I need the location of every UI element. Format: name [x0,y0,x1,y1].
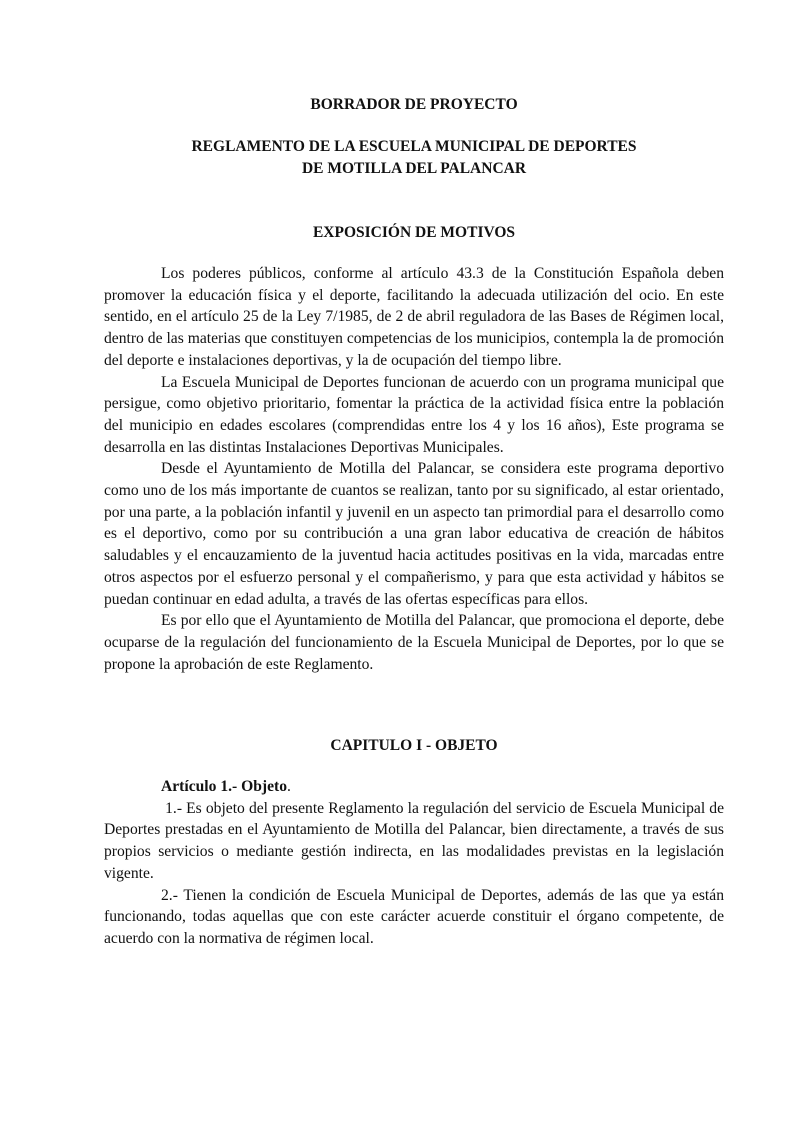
article-1 [104,776,728,950]
article-clause: 2.- Tienen la condición de Escuela Municipal de Deportes, además de las que ya están funcionando, todas aquellas que con este carácter acuerde constituir el órgano competente, de acuerdo con la normativa de régimen local. [104,886,724,947]
paragraph: Los poderes públicos, conforme al artículo 43.3 de la Constitución Española deben promover la educación física y el deporte, facilitando la adecuada utilización del ocio. En este sentido, en el artículo 25 de la Ley 7/1985, de 2 de abril reguladora de las Bases de Régimen local, dentro de las materias que constituyen competencias de los municipios, contempla la de promoción del deporte e instalaciones deportivas, y la de ocupación del tiempo libre. [104,265,724,369]
document-title-line-1: REGLAMENTO DE LA ESCUELA MUNICIPAL DE DEPORTES [191,138,637,155]
article-clause: 1.- Es objeto del presente Reglamento la regulación del servicio de Escuela Municipal de Deportes prestadas en el Ayuntamiento de Motilla del Palancar, bien directamente, a través de sus propios servicios o mediante gestión indirecta, en las modalidades previstas en la legislación vigente. [104,799,728,882]
section-heading-exposicion: EXPOSICIÓN DE MOTIVOS [312,224,516,241]
paragraph: La Escuela Municipal de Deportes funcionan de acuerdo con un programa municipal que persigue, como objetivo prioritario, fomentar la práctica de la actividad física entre la población del municipio en edades escolares (comprendidas entre los 4 y los 16 años), Este programa se desarrolla en las distintas Instalaciones Deportivas Municipales. [104,373,724,456]
paragraph: Es por ello que el Ayuntamiento de Motilla del Palancar, que promociona el deporte, debe ocuparse de la regulación del funcionamiento de la Escuela Municipal de Deportes, por lo que se propone la aprobación de este Reglamento. [104,612,724,673]
chapter-heading: CAPITULO I - OBJETO [330,737,498,754]
draft-label: BORRADOR DE PROYECTO [310,96,518,113]
article-title-suffix: . [287,778,291,795]
document-title-line-2: DE MOTILLA DEL PALANCAR [301,160,527,177]
article-title-bold: Artículo 1.- Objeto [161,778,288,795]
exposicion-body [104,263,724,675]
paragraph: Desde el Ayuntamiento de Motilla del Palancar, se considera este programa deportivo como uno de los más importante de cuantos se realizan, tanto por su significado, al estar orientado, por una parte, a la población infantil y juvenil en un aspecto tan primordial para el desarrollo como es el deportivo, como por su contribución a una gran labor educativa de creación de hábitos saludables y el encauzamiento de la juventud hacia actitudes positivas en la vida, marcadas entre otros aspectos por el esfuerzo personal y el compañerismo, y para que esta actividad y hábitos se puedan continuar en edad adulta, a través de las ofertas específicas para ellos. [104,460,724,608]
article-title [104,776,724,798]
